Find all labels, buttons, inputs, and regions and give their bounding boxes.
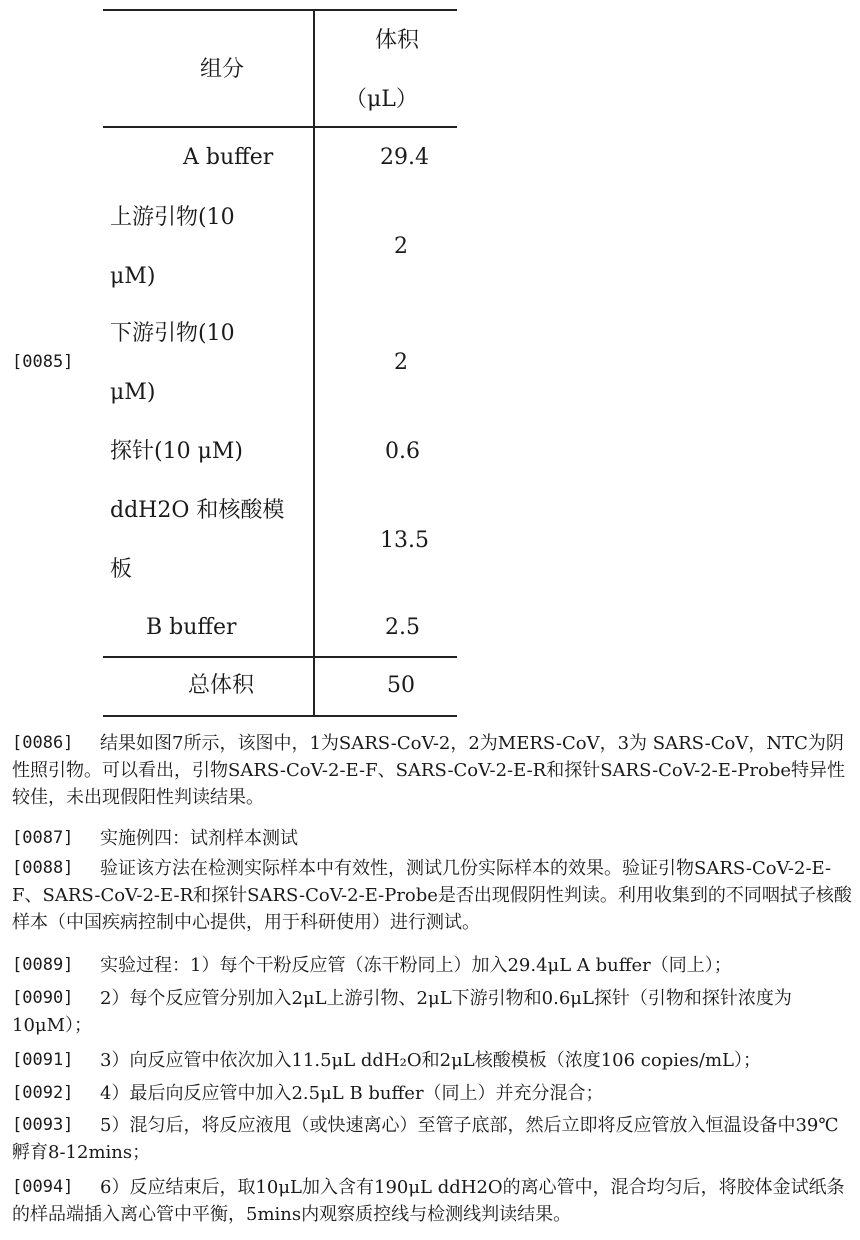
paragraph-number: [0086]	[12, 733, 74, 753]
paragraph-number: [0085]	[12, 352, 74, 372]
paragraph-0089	[12, 952, 852, 979]
table-bottom-rule	[103, 715, 457, 717]
paragraph-text: 结果如图7所示，该图中，1为SARS-CoV-2，2为MERS-CoV，3为 SARS-CoV，NTC为阴性照引物。可以看出，引物SARS-CoV-2-E-F、SARS-CoV-2-E-R和探针SARS-CoV-2-E-Probe特异性较佳，未出现假阳性判读结果。	[12, 733, 846, 808]
row-a-buffer-volume: 29.4	[380, 145, 429, 170]
paragraph-0086	[12, 730, 852, 811]
paragraph-0094	[12, 1174, 852, 1228]
paragraph-0090	[12, 985, 852, 1039]
row-reverse-primer-volume: 2	[394, 350, 408, 375]
row-forward-primer-component-unit: μM)	[110, 264, 156, 289]
row-b-buffer-component: B buffer	[146, 615, 237, 640]
row-ddh2o-template-component: ddH2O 和核酸模	[110, 498, 285, 523]
paragraph-text: 验证该方法在检测实际样本中有效性，测试几份实际样本的效果。验证引物SARS-CoV-2-E-F、SARS-CoV-2-E-R和探针SARS-CoV-2-E-Probe是否出现假阴性判读。利用收集到的不同咽拭子核酸样本（中国疾病控制中心提供，用于科研使用）进行测试。	[12, 858, 852, 933]
row-forward-primer-volume: 2	[394, 234, 408, 259]
paragraph-text: 6）反应结束后，取10μL加入含有190μL ddH2O的离心管中，混合均匀后，将胶体金试纸条的样品端插入离心管中平衡，5mins内观察质控线与检测线判读结果。	[12, 1177, 845, 1225]
row-total-component: 总体积	[188, 673, 255, 698]
paragraph-number: [0089]	[12, 955, 74, 975]
paragraph-0092	[12, 1080, 852, 1107]
paragraph-0087	[12, 825, 852, 852]
paragraph-text: 实验过程：1）每个干粉反应管（冻干粉同上）加入29.4μL A buffer（同上）；	[100, 955, 732, 976]
header-component: 组分	[200, 57, 245, 82]
paragraph-number: [0093]	[12, 1115, 74, 1135]
paragraph-text: 4）最后向反应管中加入2.5μL B buffer（同上）并充分混合；	[100, 1083, 604, 1104]
paragraph-number: [0094]	[12, 1177, 74, 1197]
table-top-rule	[103, 9, 457, 11]
paragraph-number: [0091]	[12, 1050, 74, 1070]
paragraph-0093	[12, 1112, 852, 1166]
table-column-divider	[313, 10, 315, 716]
paragraph-text: 2）每个反应管分别加入2μL上游引物、2μL下游引物和0.6μL探针（引物和探针浓度为10μM）；	[12, 988, 792, 1036]
row-a-buffer-component: A buffer	[183, 145, 274, 170]
row-probe-component: 探针(10 μM)	[110, 439, 243, 464]
paragraph-0091	[12, 1047, 852, 1074]
paragraph-0088	[12, 855, 852, 936]
row-ddh2o-template-component-cont: 板	[110, 557, 133, 582]
row-reverse-primer-component-unit: μM)	[110, 380, 156, 405]
paragraph-text: 实施例四：试剂样本测试	[100, 828, 298, 849]
row-b-buffer-volume: 2.5	[385, 615, 420, 640]
row-forward-primer-component: 上游引物(10	[110, 205, 235, 230]
table-header-rule	[103, 126, 457, 128]
header-volume: 体积	[375, 28, 420, 53]
paragraph-text: 3）向反应管中依次加入11.5μL ddH₂O和2μL核酸模板（浓度106 copies/mL）；	[100, 1050, 761, 1071]
row-ddh2o-template-volume: 13.5	[380, 528, 429, 553]
paragraph-number: [0088]	[12, 858, 74, 878]
row-total-volume: 50	[387, 673, 415, 698]
table-total-rule	[103, 656, 457, 658]
paragraph-number: [0087]	[12, 828, 74, 848]
paragraph-number: [0092]	[12, 1083, 74, 1103]
paragraph-text: 5）混匀后，将反应液甩（或快速离心）至管子底部，然后立即将反应管放入恒温设备中39℃孵育8-12mins；	[12, 1115, 839, 1163]
header-volume-unit: （μL）	[345, 87, 418, 112]
paragraph-number: [0090]	[12, 988, 74, 1008]
row-probe-volume: 0.6	[385, 439, 420, 464]
row-reverse-primer-component: 下游引物(10	[110, 321, 235, 346]
